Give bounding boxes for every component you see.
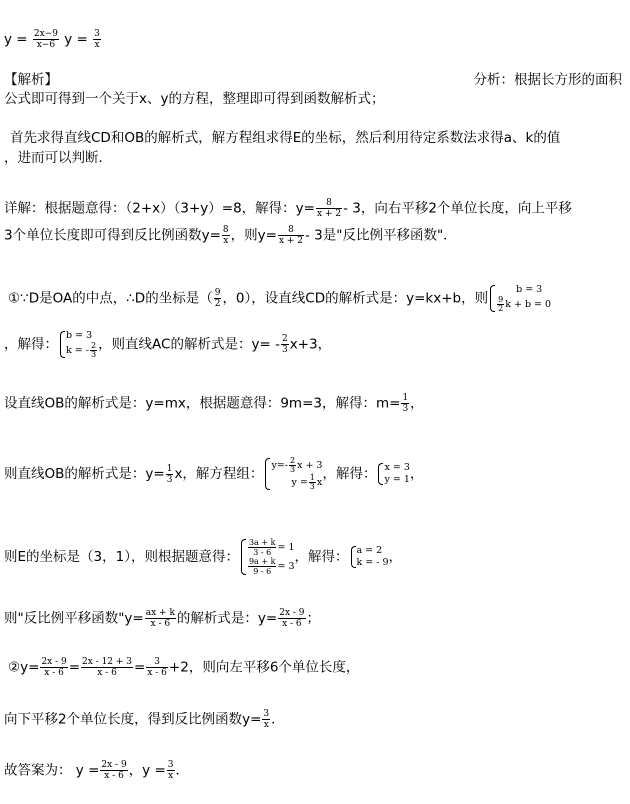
fraction: $\frac{1}{3}$ [166,463,173,485]
part1-line-2: ，解得： b = 3 k = - $\frac{2}{3}$ ，则直线AC的解析式是：y= - $\frac{2}{3}$ x+3， [4,330,332,359]
answer-fraction-1: $\frac{2x-9}{x-6}$ [33,29,58,50]
part3-line: 则直线OB的解析式是：y= $\frac{1}{3}$ x，解方程组： y=- $\frac{2}{3}$ x + 3 y = $\frac{1}{3}$ x ，解得： x = 3 y = 1 ， [4,456,424,491]
detail-line-1: 详解：根据题意得：（2+x）（3+y）=8，解得：y= $\frac{8}{x + 2}$ - 3，向右平移2个单位长度，向上平移 [4,198,572,219]
fraction: $\frac{2x - 9}{x - 6}$ [41,657,67,678]
analysis-right-text: 分析：根据长方形的面积 [473,72,622,88]
fraction: $\frac{3}{x - 6}$ [147,657,167,678]
solution-system: x = 3 y = 1 [376,462,409,486]
fraction: $\frac{2x - 9}{x - 6}$ [279,608,305,629]
fraction: $\frac{1}{3}$ [402,393,409,414]
part5-line: 则"反比例平移函数"y= $\frac{ax + k}{x - 6}$ 的解析式是：y= $\frac{2x - 9}{x - 6}$ ； [4,608,321,629]
system-of-equations: b = 3 $\frac{9}{2}$ k + b = 0 [488,284,551,313]
answer-y1: y = [4,31,28,48]
part4-line: 则E的坐标是（3，1），则根据题意得： $\frac{3a + k}{3 - 6}$ = 1 $\frac{9a + k}{9 - 6}$ = 3 ，解得： a = 2 k = - 9 ， [4,538,403,576]
final-answer: 故答案为： y = $\frac{2x - 9}{x - 6}$ ，y = $\frac{3}{x}$ ． [4,760,190,781]
solution-system: a = 2 k = - 9 [349,545,389,569]
equation-system: y=- $\frac{2}{3}$ x + 3 y = $\frac{1}{3}$ x [263,457,322,491]
fraction: $\frac{2x - 9}{x - 6}$ [101,760,127,781]
analysis-heading: 【解析】 [4,72,58,88]
fraction: $\frac{8}{x}$ [222,225,229,246]
fraction: $\frac{9}{2}$ [214,288,221,309]
part7-line: 向下平移2个单位长度，得到反比例函数y= $\frac{3}{x}$ ． [4,709,285,730]
answer-fraction-2: $\frac{3}{x}$ [94,29,100,50]
fraction: $\frac{2}{3}$ [281,334,288,355]
part6-line: ②y= $\frac{2x - 9}{x - 6}$ = $\frac{2x - 12 + 3}{x - 6}$ = $\frac{3}{x - 6}$ +2，则向左平移6个单位长度， [8,657,360,678]
analysis-line-3: 首先求得直线CD和OB的解析式，解方程组求得E的坐标，然后利用待定系数法求得a、k的值 [10,130,561,146]
fraction: $\frac{ax + k}{x - 6}$ [145,608,175,629]
analysis-line-2: 公式即可得到一个关于x、y的方程，整理即可得到函数解析式； [4,91,385,107]
part2-line: 设直线OB的解析式是：y=mx，根据题意得：9m=3，解得：m= $\frac{1}{3}$ ， [4,393,424,414]
detail-line-2: 3个单位长度即可得到反比例函数y= $\frac{8}{x}$ ，则y= $\frac{8}{x + 2}$ - 3是"反比例平移函数"． [4,225,457,246]
fraction: $\frac{2x - 12 + 3}{x - 6}$ [82,657,133,678]
solution-system: b = 3 k = - $\frac{2}{3}$ [58,330,98,359]
analysis-line-4: ，进而可以判断． [4,150,112,166]
fraction: $\frac{8}{x + 2}$ [278,225,304,246]
fraction: $\frac{3}{x}$ [263,709,270,730]
top-answer [4,29,102,50]
equation-system: $\frac{3a + k}{3 - 6}$ = 1 $\frac{9a + k}{9 - 6}$ = 3 [239,538,295,576]
answer-y2: y = [64,31,88,48]
part1-line-1: ①∵D是OA的中点，∴D的坐标是（ $\frac{9}{2}$ ，0），设直线CD的解析式是：y=kx+b，则 b = 3 $\frac{9}{2}$ k + b = 0 [8,284,552,313]
fraction: $\frac{3}{x}$ [167,760,174,781]
fraction: $\frac{8}{x + 2}$ [316,198,342,219]
